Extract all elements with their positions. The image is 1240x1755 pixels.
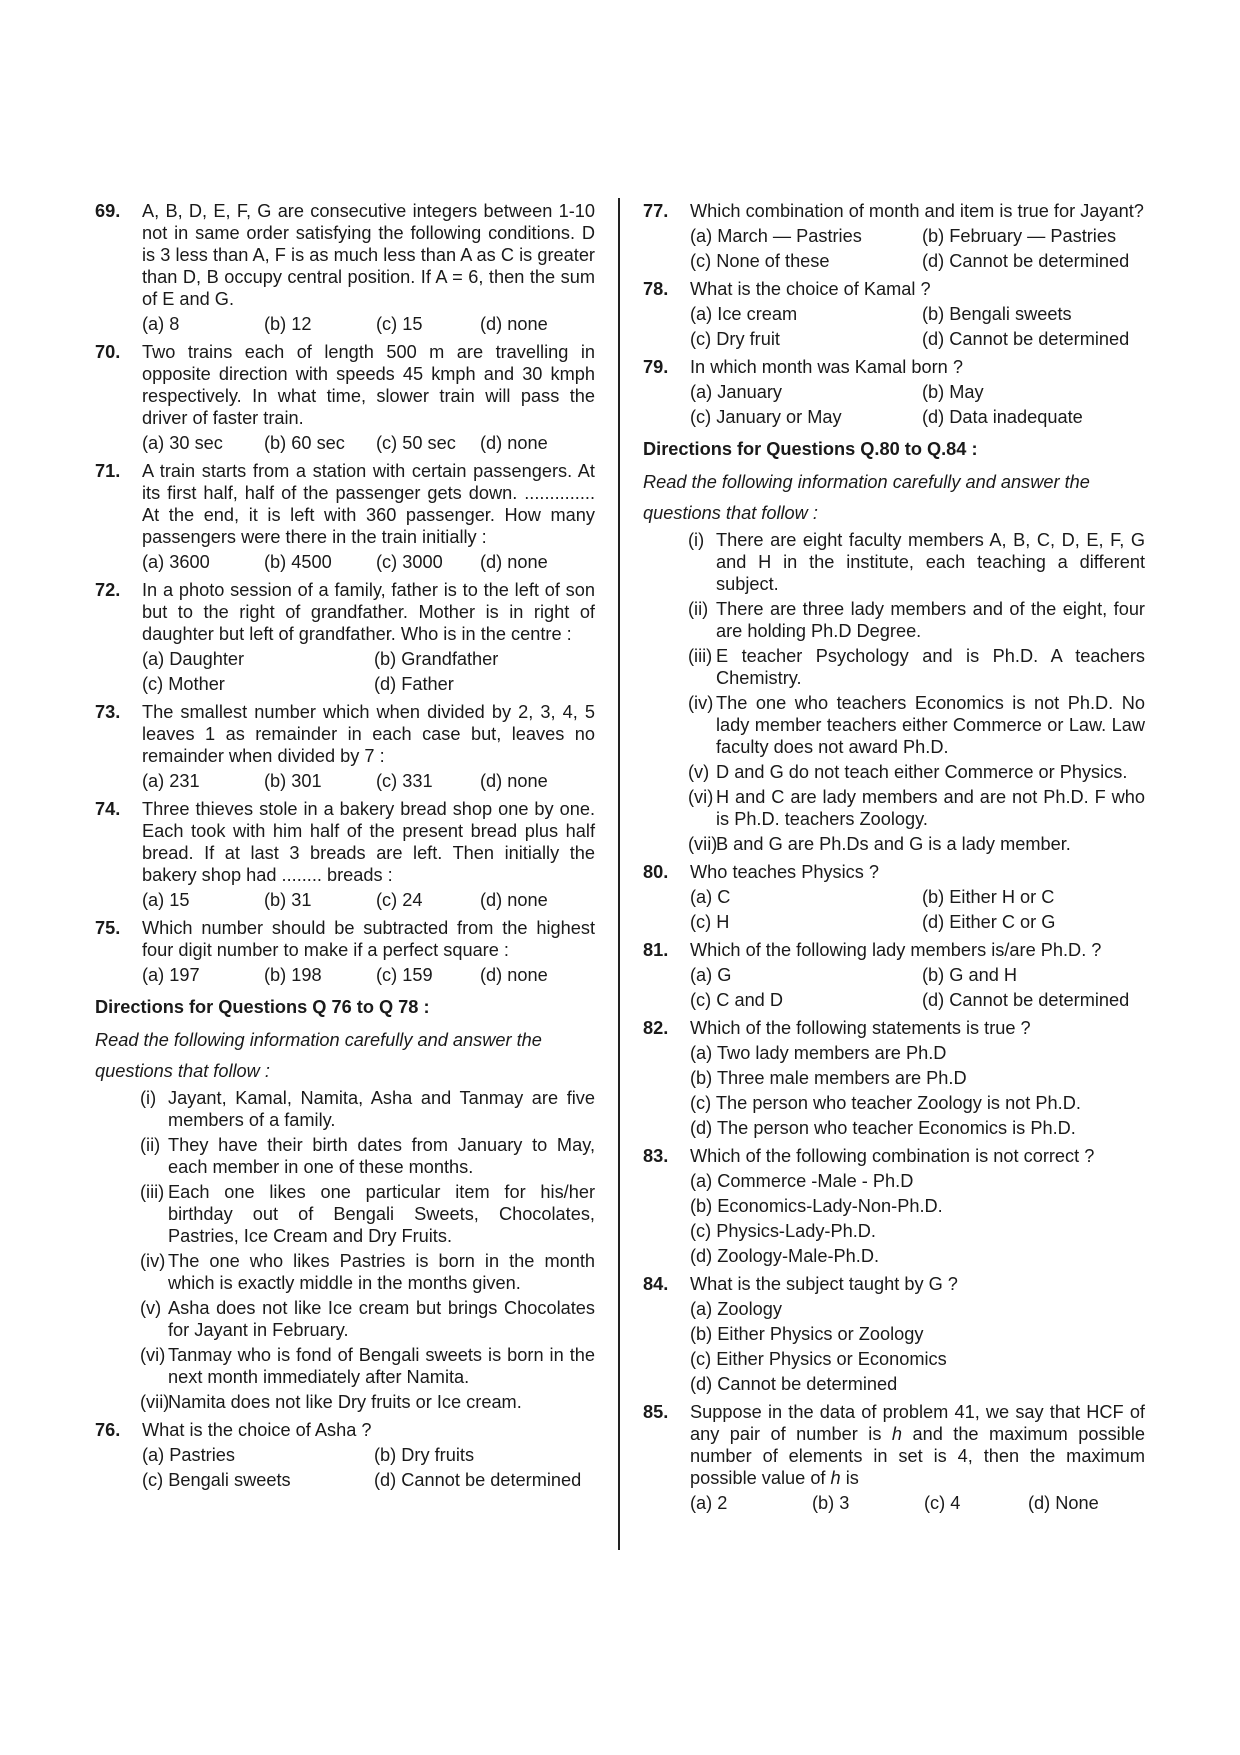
condition-text: There are eight faculty members A, B, C, D, E, F, G and H in the institute, each teaching a different subject. (716, 530, 1145, 594)
directions-heading: Directions for Questions Q 76 to Q 78 : (95, 997, 430, 1017)
column-divider (618, 198, 620, 1550)
condition-text: E teacher Psychology and is Ph.D. A teachers Chemistry. (716, 646, 1145, 688)
option-a: (a) 3600 (142, 552, 210, 572)
option-d: (d) Cannot be determined (690, 1374, 898, 1394)
question-71 (95, 460, 595, 575)
question-84 (643, 1273, 1145, 1397)
option-d: (d) none (480, 433, 548, 453)
option-b: (b) Three male members are Ph.D (690, 1068, 967, 1088)
option-c: (c) 4 (924, 1493, 961, 1513)
option-b: (b) 198 (264, 965, 322, 985)
question-text-part: and the maximum possible number of elements in set is 4, then the maximum possible value of (690, 1424, 1145, 1488)
condition-text: Each one likes one particular item for his/her birthday out of Bengali Sweets, Chocolates, Pastries, Ice Cream and Dry Fruits. (168, 1182, 595, 1246)
question-text-part: is (840, 1468, 859, 1488)
variable-h: h (830, 1468, 841, 1488)
condition-number: (v) (688, 762, 710, 782)
option-d: (d) Data inadequate (922, 407, 1083, 427)
question-77 (643, 200, 1145, 274)
condition-item (95, 1181, 595, 1247)
condition-number: (v) (140, 1298, 162, 1318)
directions-intro: Read the following information carefully and answer the questions that follow : (95, 1030, 542, 1081)
right-column (643, 200, 1145, 1520)
option-d: (d) Cannot be determined (922, 329, 1130, 349)
option-b: (b) 4500 (264, 552, 332, 572)
option-b: (b) May (922, 382, 984, 402)
condition-number: (i) (688, 530, 705, 550)
question-text: What is the choice of Kamal ? (690, 279, 931, 299)
question-number: 72. (95, 580, 121, 600)
option-c: (c) C and D (690, 990, 783, 1010)
option-c: (c) 3000 (376, 552, 443, 572)
condition-number: (vii) (140, 1392, 170, 1412)
condition-number: (ii) (140, 1135, 161, 1155)
options (142, 647, 595, 697)
option-c: (c) Either Physics or Economics (690, 1349, 947, 1369)
condition-number: (iv) (140, 1251, 166, 1271)
question-number: 76. (95, 1420, 121, 1440)
option-b: (b) G and H (922, 965, 1018, 985)
question-69 (95, 200, 595, 337)
question-76 (95, 1419, 595, 1493)
option-d: (d) none (480, 965, 548, 985)
condition-number: (vii) (688, 834, 718, 854)
option-c: (c) Dry fruit (690, 329, 780, 349)
option-b: (b) Bengali sweets (922, 304, 1072, 324)
option-a: (a) Zoology (690, 1299, 782, 1319)
question-number: 85. (643, 1402, 669, 1422)
question-text: Which of the following lady members is/are Ph.D. ? (690, 940, 1102, 960)
options (142, 769, 595, 794)
condition-text: They have their birth dates from January to May, each member in one of these months. (168, 1135, 595, 1177)
option-c: (c) January or May (690, 407, 842, 427)
option-d: (d) Cannot be determined (922, 251, 1130, 271)
option-d: (d) none (480, 552, 548, 572)
option-d: (d) none (480, 771, 548, 791)
option-c: (c) 15 (376, 314, 423, 334)
question-text: In a photo session of a family, father is to the left of son but to the right of grandfather. Mother is in right of daughter but left of grandfather. Who is in the centre : (142, 580, 595, 644)
question-text: A train starts from a station with certain passengers. At its first half, half of the passenger gets down. .............. At the end, it is left with 360 passenger. How many passengers were there in the train initially : (142, 461, 595, 547)
options (142, 550, 595, 575)
question-number: 75. (95, 918, 121, 938)
question-74 (95, 798, 595, 913)
options (142, 963, 595, 988)
option-b: (b) Grandfather (374, 649, 499, 669)
option-c: (c) 159 (376, 965, 433, 985)
options (690, 302, 1145, 352)
question-80 (643, 861, 1145, 935)
options (142, 312, 595, 337)
option-a: (a) 30 sec (142, 433, 223, 453)
condition-text: There are three lady members and of the eight, four are holding Ph.D Degree. (716, 599, 1145, 641)
question-83 (643, 1145, 1145, 1269)
question-number: 78. (643, 279, 669, 299)
question-text: Which of the following combination is not correct ? (690, 1146, 1095, 1166)
question-text: What is the subject taught by G ? (690, 1274, 958, 1294)
option-d: (d) Father (374, 674, 454, 694)
question-text: Who teaches Physics ? (690, 862, 880, 882)
options (690, 885, 1145, 935)
options (690, 380, 1145, 430)
option-b: (b) 301 (264, 771, 322, 791)
condition-number: (vi) (140, 1345, 166, 1365)
variable-h: h (891, 1424, 903, 1444)
condition-number: (iii) (688, 646, 713, 666)
option-b: (b) Economics-Lady-Non-Ph.D. (690, 1196, 943, 1216)
option-a: (a) Commerce -Male - Ph.D (690, 1171, 914, 1191)
condition-number: (iv) (688, 693, 714, 713)
option-a: (a) Two lady members are Ph.D (690, 1043, 947, 1063)
condition-text: Namita does not like Dry fruits or Ice cream. (168, 1392, 522, 1412)
question-number: 70. (95, 342, 121, 362)
question-number: 73. (95, 702, 121, 722)
question-number: 83. (643, 1146, 669, 1166)
condition-item (95, 1344, 595, 1388)
condition-text: H and C are lady members and are not Ph.D. F who is Ph.D. teachers Zoology. (716, 787, 1145, 829)
question-text: A, B, D, E, F, G are consecutive integers between 1-10 not in same order satisfying the following conditions. D is 3 less than A, F is as much less than A as C is greater than D, B occupy central position. If A = 6, then the sum of E and G. (142, 201, 595, 309)
option-b: (b) 3 (812, 1493, 850, 1513)
question-text: Two trains each of length 500 m are travelling in opposite direction with speeds 45 kmph and 30 kmph respectively. In what time, slower train will pass the driver of faster train. (142, 342, 595, 428)
question-85 (643, 1401, 1145, 1516)
question-text (690, 1401, 1145, 1489)
question-number: 71. (95, 461, 121, 481)
question-text: Which of the following statements is true ? (690, 1018, 1031, 1038)
condition-item (95, 1391, 595, 1413)
option-b: (b) February — Pastries (922, 226, 1117, 246)
option-a: (a) 8 (142, 314, 180, 334)
question-text: The smallest number which when divided by 2, 3, 4, 5 leaves 1 as remainder in each case but, leaves no remainder when divided by 7 : (142, 702, 595, 766)
condition-item (643, 833, 1145, 855)
condition-text: B and G are Ph.Ds and G is a lady member. (716, 834, 1071, 854)
option-b: (b) 31 (264, 890, 312, 910)
question-text: Which number should be subtracted from the highest four digit number to make if a perfect square : (142, 918, 595, 960)
condition-text: Tanmay who is fond of Bengali sweets is born in the next month immediately after Namita. (168, 1345, 595, 1387)
option-c: (c) Bengali sweets (142, 1470, 291, 1490)
option-c: (c) 24 (376, 890, 423, 910)
condition-item (643, 645, 1145, 689)
option-d: (d) None (1028, 1493, 1099, 1513)
option-c: (c) 331 (376, 771, 433, 791)
condition-item (643, 761, 1145, 783)
options (690, 224, 1145, 274)
condition-number: (ii) (688, 599, 709, 619)
options (142, 431, 595, 456)
options (142, 1443, 595, 1493)
directions-heading: Directions for Questions Q.80 to Q.84 : (643, 439, 978, 459)
options (142, 888, 595, 913)
option-a: (a) 231 (142, 771, 200, 791)
question-70 (95, 341, 595, 456)
question-text: In which month was Kamal born ? (690, 357, 963, 377)
question-75 (95, 917, 595, 988)
option-d: (d) none (480, 890, 548, 910)
option-c: (c) None of these (690, 251, 830, 271)
option-d: (d) Cannot be determined (922, 990, 1130, 1010)
condition-item (643, 529, 1145, 595)
option-a: (a) 2 (690, 1493, 728, 1513)
condition-item (643, 598, 1145, 642)
condition-item (643, 786, 1145, 830)
option-a: (a) March — Pastries (690, 226, 862, 246)
condition-number: (iii) (140, 1182, 165, 1202)
option-d: (d) Zoology-Male-Ph.D. (690, 1246, 880, 1266)
condition-text: Jayant, Kamal, Namita, Asha and Tanmay are five members of a family. (168, 1088, 595, 1130)
option-c: (c) 50 sec (376, 433, 456, 453)
question-82 (643, 1017, 1145, 1141)
question-number: 81. (643, 940, 669, 960)
options (690, 963, 1145, 1013)
option-a: (a) 197 (142, 965, 200, 985)
condition-number: (i) (140, 1088, 157, 1108)
option-c: (c) H (690, 912, 730, 932)
question-73 (95, 701, 595, 794)
question-number: 79. (643, 357, 669, 377)
condition-item (95, 1134, 595, 1178)
option-c: (c) Physics-Lady-Ph.D. (690, 1221, 876, 1241)
option-c: (c) The person who teacher Zoology is not Ph.D. (690, 1093, 1081, 1113)
option-a: (a) Pastries (142, 1445, 235, 1465)
directions-intro: Read the following information carefully and answer the questions that follow : (643, 472, 1090, 523)
question-number: 74. (95, 799, 121, 819)
option-b: (b) 60 sec (264, 433, 345, 453)
question-number: 84. (643, 1274, 669, 1294)
option-a: (a) 15 (142, 890, 190, 910)
option-d: (d) The person who teacher Economics is Ph.D. (690, 1118, 1076, 1138)
question-72 (95, 579, 595, 697)
question-text: Which combination of month and item is true for Jayant? (690, 201, 1144, 221)
condition-item (643, 692, 1145, 758)
question-number: 82. (643, 1018, 669, 1038)
option-d: (d) Cannot be determined (374, 1470, 582, 1490)
options (690, 1491, 1145, 1516)
option-d: (d) none (480, 314, 548, 334)
question-79 (643, 356, 1145, 430)
question-number: 77. (643, 201, 669, 221)
condition-text: The one who likes Pastries is born in the month which is exactly middle in the months given. (168, 1251, 595, 1293)
question-text-part: Suppose in the data of problem 41, we say that HCF of any pair of number is (690, 1402, 1145, 1444)
options (690, 1169, 1145, 1269)
condition-item (95, 1087, 595, 1131)
condition-item (95, 1297, 595, 1341)
option-d: (d) Either C or G (922, 912, 1056, 932)
option-b: (b) 12 (264, 314, 312, 334)
option-b: (b) Either H or C (922, 887, 1055, 907)
question-number: 80. (643, 862, 669, 882)
question-81 (643, 939, 1145, 1013)
condition-number: (vi) (688, 787, 714, 807)
option-a: (a) Ice cream (690, 304, 798, 324)
option-a: (a) C (690, 887, 731, 907)
question-text: Three thieves stole in a bakery bread shop one by one. Each took with him half of the present bread plus half bread. If at last 3 breads are left. Then initially the bakery shop had ........ breads : (142, 799, 595, 885)
condition-text: Asha does not like Ice cream but brings Chocolates for Jayant in February. (168, 1298, 595, 1340)
condition-text: D and G do not teach either Commerce or Physics. (716, 762, 1128, 782)
question-number: 69. (95, 201, 121, 221)
options (690, 1041, 1145, 1141)
condition-item (95, 1250, 595, 1294)
option-a: (a) G (690, 965, 732, 985)
condition-text: The one who teachers Economics is not Ph.D. No lady member teachers either Commerce or Law. Law faculty does not award Ph.D. (716, 693, 1145, 757)
option-b: (b) Either Physics or Zoology (690, 1324, 924, 1344)
left-column (95, 200, 595, 1497)
option-b: (b) Dry fruits (374, 1445, 475, 1465)
options (690, 1297, 1145, 1397)
option-c: (c) Mother (142, 674, 225, 694)
question-text: What is the choice of Asha ? (142, 1420, 372, 1440)
question-78 (643, 278, 1145, 352)
option-a: (a) Daughter (142, 649, 245, 669)
option-a: (a) January (690, 382, 782, 402)
